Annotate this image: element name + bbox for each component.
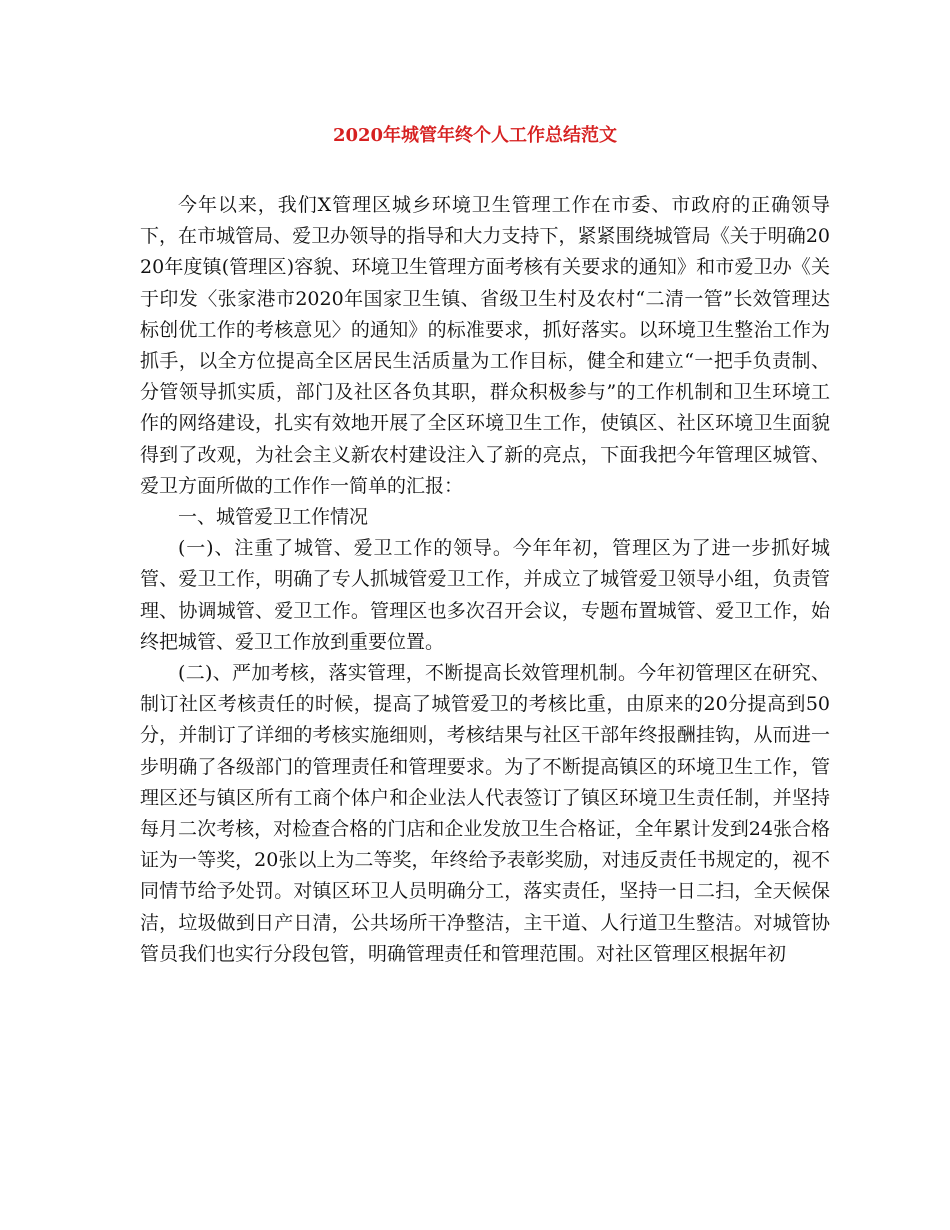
document-body	[140, 190, 830, 970]
paragraph-assessment: (二)、严加考核，落实管理，不断提高长效管理机制。今年初管理区在研究、制订社区考核责任的时候，提高了城管爱卫的考核比重，由原来的20分提高到50分，并制订了详细的考核实施细则，考核结果与社区干部年终报酬挂钩，从而进一步明确了各级部门的管理责任和管理要求。为了不断提高镇区的环境卫生工作，管理区还与镇区所有工商个体户和企业法人代表签订了镇区环境卫生责任制，并坚持每月二次考核，对检查合格的门店和企业发放卫生合格证，全年累计发到24张合格证为一等奖，20张以上为二等奖，年终给予表彰奖励，对违反责任书规定的，视不同情节给予处罚。对镇区环卫人员明确分工，落实责任，坚持一日二扫，全天候保洁，垃圾做到日产日清，公共场所干净整洁，主干道、人行道卫生整洁。对城管协管员我们也实行分段包管，明确管理责任和管理范围。对社区管理区根据年初	[140, 662, 830, 965]
paragraph-intro: 今年以来，我们X管理区城乡环境卫生管理工作在市委、市政府的正确领导下，在市城管局、爱卫办领导的指导和大力支持下，紧紧围绕城管局《关于明确2020年度镇(管理区)容貌、环境卫生管理方面考核有关要求的通知》和市爱卫办《关于印发〈张家港市2020年国家卫生镇、省级卫生村及农村“二清一管”长效管理达标创优工作的考核意见〉的通知》的标准要求，抓好落实。以环境卫生整治工作为抓手，以全方位提高全区居民生活质量为工作目标，健全和建立“一把手负责制、分管领导抓实质，部门及社区各负其职，群众积极参与”的工作机制和卫生环境工作的网络建设，扎实有效地开展了全区环境卫生工作，使镇区、社区环境卫生面貌得到了改观，为社会主义新农村建设注入了新的亮点，下面我把今年管理区城管、爱卫方面所做的工作作一简单的汇报：	[140, 194, 830, 497]
paragraph-leadership: (一)、注重了城管、爱卫工作的领导。今年年初，管理区为了进一步抓好城管、爱卫工作，明确了专人抓城管爱卫工作，并成立了城管爱卫领导小组，负责管理、协调城管、爱卫工作。管理区也多次召开会议，专题布置城管、爱卫工作，始终把城管、爱卫工作放到重要位置。	[140, 537, 830, 653]
document-title: 2020年城管年终个人工作总结范文	[332, 125, 618, 146]
section-heading: 一、城管爱卫工作情况	[178, 506, 369, 529]
